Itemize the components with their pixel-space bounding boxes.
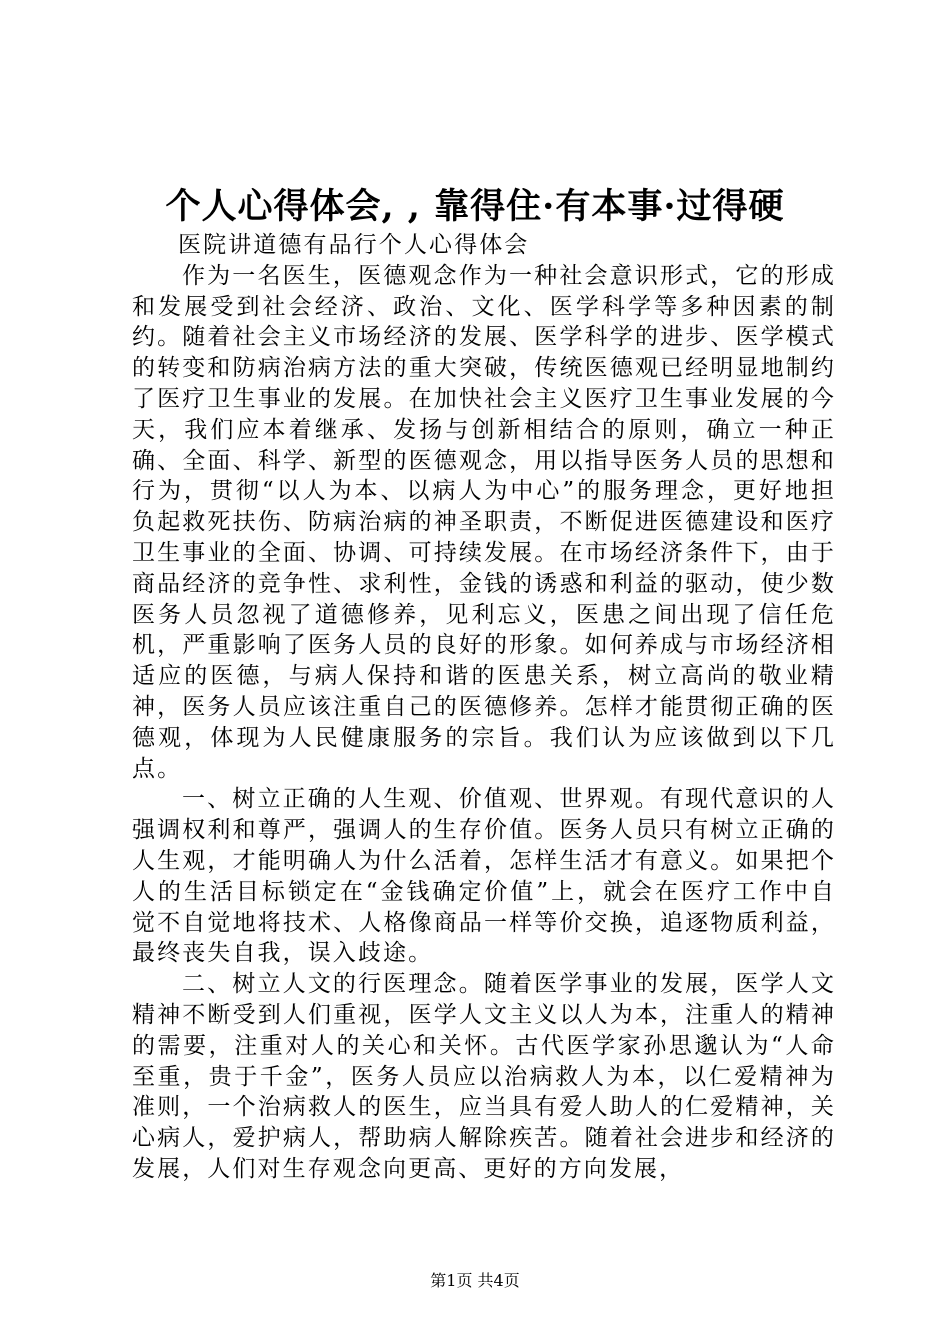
paragraph-point-two: 二、树立人文的行医理念。随着医学事业的发展，医学人文精神不断受到人们重视，医学人文主义以人为本，注重人的精神的需要，注重对人的关心和关怀。古代医学家孙思邈认为“人命至重，贵于千金”，医务人员应以治病救人为本，以仁爱精神为准则，一个治病救人的医生，应当具有爱人助人的仁爱精神，关心病人，爱护病人，帮助病人解除疾苦。随着社会进步和经济的发展，人们对生存观念向更高、更好的方向发展，: [132, 971, 836, 1182]
page-footer: 第1页 共4页: [430, 1271, 520, 1290]
paragraph-point-one: 一、树立正确的人生观、价值观、世界观。有现代意识的人强调权利和尊严，强调人的生存价值。医务人员只有树立正确的人生观，才能明确人为什么活着，怎样生活才有意义。如果把个人的生活目标锁定在“金钱确定价值”上，就会在医疗工作中自觉不自觉地将技术、人格像商品一样等价交换，追逐物质利益，最终丧失自我，误入歧途。: [132, 786, 836, 967]
document-title: 个人心得体会, , 靠得住·有本事·过得硬: [165, 186, 785, 227]
document-body: [132, 230, 836, 1185]
document-subtitle: 医院讲道德有品行个人心得体会: [178, 232, 530, 258]
paragraph-intro: 作为一名医生，医德观念作为一种社会意识形式，它的形成和发展受到社会经济、政治、文化、医学科学等多种因素的制约。随着社会主义市场经济的发展、医学科学的进步、医学模式的转变和防病治病方法的重大突破，传统医德观已经明显地制约了医疗卫生事业的发展。在加快社会主义医疗卫生事业发展的今天，我们应本着继承、发扬与创新相结合的原则，确立一种正确、全面、科学、新型的医德观念，用以指导医务人员的思想和行为，贯彻“以人为本、以病人为中心”的服务理念，更好地担负起救死扶伤、防病治病的神圣职责，不断促进医德建设和医疗卫生事业的全面、协调、可持续发展。在市场经济条件下，由于商品经济的竞争性、求利性，金钱的诱惑和利益的驱动，使少数医务人员忽视了道德修养，见利忘义，医患之间出现了信任危机，严重影响了医务人员的良好的形象。如何养成与市场经济相适应的医德，与病人保持和谐的医患关系，树立高尚的敬业精神，医务人员应该注重自己的医德修养。怎样才能贯彻正确的医德观，体现为人民健康服务的宗旨。我们认为应该做到以下几点。: [132, 262, 836, 782]
